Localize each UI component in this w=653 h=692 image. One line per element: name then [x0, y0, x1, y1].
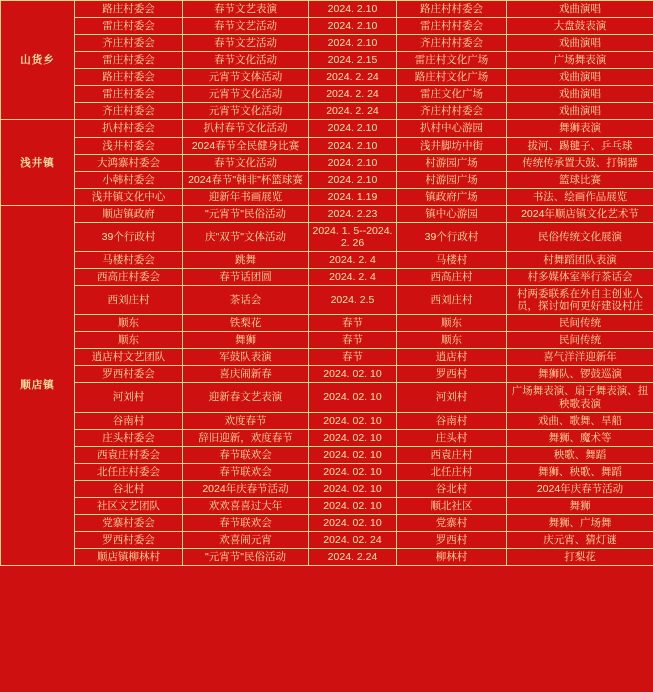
table-row [1, 366, 653, 383]
activity-content-cell: 广场舞表演、扇子舞表演、扭秧歌表演 [507, 383, 653, 412]
table-row [1, 532, 653, 549]
activity-name-cell: 春节文艺活动 [183, 35, 309, 52]
activity-place-cell: 西高庄村 [397, 269, 507, 286]
activity-place-cell: 顺东 [397, 332, 507, 349]
organizer-cell: 齐庄村委会 [75, 35, 183, 52]
activity-name-cell: 茶话会 [183, 286, 309, 315]
activity-content-cell: 大盘鼓表演 [507, 18, 653, 35]
activity-name-cell: 庆"双节"文体活动 [183, 222, 309, 251]
organizer-cell: 顺店镇柳林村 [75, 549, 183, 566]
activity-name-cell: 欢喜闹元宵 [183, 532, 309, 549]
activity-name-cell: 元宵节文化活动 [183, 103, 309, 120]
activity-place-cell: 谷南村 [397, 412, 507, 429]
activity-time-cell: 2024. 2. 24 [309, 86, 397, 103]
activity-content-cell: 戏曲演唱 [507, 103, 653, 120]
activity-content-cell: 村舞蹈团队表演 [507, 251, 653, 268]
activity-content-cell: 村两委联系在外自主创业人员，探讨如何更好建设村庄 [507, 286, 653, 315]
organizer-cell: 罗西村委会 [75, 366, 183, 383]
activity-place-cell: 罗西村 [397, 532, 507, 549]
activity-name-cell: 喜庆闹新春 [183, 366, 309, 383]
activity-content-cell: 舞狮、秧歌、舞蹈 [507, 463, 653, 480]
table-row [1, 120, 653, 137]
table-row [1, 103, 653, 120]
table-row [1, 446, 653, 463]
activity-place-cell: 西袁庄村 [397, 446, 507, 463]
table-row [1, 18, 653, 35]
activity-time-cell: 2024. 2.5 [309, 286, 397, 315]
activity-content-cell: 戏曲演唱 [507, 35, 653, 52]
activity-name-cell: 军鼓队表演 [183, 349, 309, 366]
organizer-cell: 逍店村文艺团队 [75, 349, 183, 366]
activity-name-cell: 欢欢喜喜过大年 [183, 497, 309, 514]
activity-time-cell: 2024. 02. 10 [309, 497, 397, 514]
table-row [1, 154, 653, 171]
activity-content-cell: 戏曲演唱 [507, 1, 653, 18]
activity-time-cell: 2024. 2. 4 [309, 269, 397, 286]
activity-name-cell: 春节文化活动 [183, 154, 309, 171]
activity-name-cell: 春节话团圆 [183, 269, 309, 286]
table-row [1, 480, 653, 497]
organizer-cell: 谷北村 [75, 480, 183, 497]
activity-place-cell: 庄头村 [397, 429, 507, 446]
activity-name-cell: 元宵节文体活动 [183, 69, 309, 86]
activity-name-cell: "元宵节"民俗活动 [183, 549, 309, 566]
activity-name-cell: 2024年庆春节活动 [183, 480, 309, 497]
organizer-cell: 西刘庄村 [75, 286, 183, 315]
activity-place-cell: 村游园广场 [397, 171, 507, 188]
organizer-cell: 西袁庄村委会 [75, 446, 183, 463]
activity-place-cell: 雷庄文化广场 [397, 86, 507, 103]
activity-name-cell: 春节联欢会 [183, 463, 309, 480]
activity-place-cell: 顺北社区 [397, 497, 507, 514]
table-row [1, 383, 653, 412]
table-row [1, 137, 653, 154]
activity-place-cell: 齐庄村村委会 [397, 35, 507, 52]
activity-name-cell: 2024春节"韩非"杯篮球赛 [183, 171, 309, 188]
table-row [1, 86, 653, 103]
activity-name-cell: 春节文艺活动 [183, 18, 309, 35]
activity-place-cell: 路庄村文化广场 [397, 69, 507, 86]
table-row [1, 549, 653, 566]
activity-time-cell: 2024. 02. 10 [309, 480, 397, 497]
activity-name-cell: 元宵节文化活动 [183, 86, 309, 103]
activity-time-cell: 2024. 2. 24 [309, 69, 397, 86]
activity-name-cell: 跳舞 [183, 251, 309, 268]
activity-time-cell: 2024. 02. 10 [309, 514, 397, 531]
table-row [1, 222, 653, 251]
table-row [1, 35, 653, 52]
activity-content-cell: 舞狮、魔术等 [507, 429, 653, 446]
table-row [1, 69, 653, 86]
activity-time-cell: 春节 [309, 349, 397, 366]
activity-time-cell: 春节 [309, 315, 397, 332]
activity-time-cell: 2024. 02. 10 [309, 412, 397, 429]
activity-time-cell: 2024. 2.15 [309, 52, 397, 69]
activity-content-cell: 2024年庆春节活动 [507, 480, 653, 497]
table-row [1, 251, 653, 268]
activity-place-cell: 齐庄村村委会 [397, 103, 507, 120]
activity-content-cell: 戏曲、歌舞、旱船 [507, 412, 653, 429]
organizer-cell: 大鸿寨村委会 [75, 154, 183, 171]
organizer-cell: 齐庄村委会 [75, 103, 183, 120]
table-row [1, 205, 653, 222]
activity-content-cell: 喜气洋洋迎新年 [507, 349, 653, 366]
activity-place-cell: 浅井脚坊中街 [397, 137, 507, 154]
organizer-cell: 罗西村委会 [75, 532, 183, 549]
activity-content-cell: 民间传统 [507, 315, 653, 332]
table-row [1, 1, 653, 18]
table-body [1, 1, 653, 566]
activity-name-cell: 欢度春节 [183, 412, 309, 429]
activity-name-cell: "元宵节"民俗活动 [183, 205, 309, 222]
activity-time-cell: 2024. 2. 24 [309, 103, 397, 120]
organizer-cell: 雷庄村委会 [75, 52, 183, 69]
activity-time-cell: 2024. 1. 5--2024. 2. 26 [309, 222, 397, 251]
organizer-cell: 西高庄村委会 [75, 269, 183, 286]
organizer-cell: 雷庄村委会 [75, 86, 183, 103]
activity-time-cell: 2024. 2.10 [309, 154, 397, 171]
table-row [1, 188, 653, 205]
table-row [1, 269, 653, 286]
organizer-cell: 庄头村委会 [75, 429, 183, 446]
activity-place-cell: 39个行政村 [397, 222, 507, 251]
organizer-cell: 顺东 [75, 332, 183, 349]
activity-time-cell: 2024. 02. 24 [309, 532, 397, 549]
activity-time-cell: 2024. 02. 10 [309, 366, 397, 383]
table-row [1, 52, 653, 69]
activity-content-cell: 戏曲演唱 [507, 69, 653, 86]
organizer-cell: 浅井村委会 [75, 137, 183, 154]
table-row [1, 315, 653, 332]
organizer-cell: 谷南村 [75, 412, 183, 429]
activity-name-cell: 春节文艺表演 [183, 1, 309, 18]
activity-place-cell: 雷庄村村委会 [397, 18, 507, 35]
activity-time-cell: 2024. 2.10 [309, 171, 397, 188]
table-row [1, 429, 653, 446]
organizer-cell: 雷庄村委会 [75, 18, 183, 35]
activity-content-cell: 舞狮、广场舞 [507, 514, 653, 531]
organizer-cell: 顺店镇政府 [75, 205, 183, 222]
activity-time-cell: 2024. 02. 10 [309, 463, 397, 480]
activity-time-cell: 2024. 1.19 [309, 188, 397, 205]
activity-name-cell: 舞狮 [183, 332, 309, 349]
activity-content-cell: 戏曲演唱 [507, 86, 653, 103]
activity-name-cell: 扒村春节文化活动 [183, 120, 309, 137]
activity-place-cell: 马楼村 [397, 251, 507, 268]
activity-time-cell: 2024. 2.10 [309, 35, 397, 52]
activity-name-cell: 迎新年书画展览 [183, 188, 309, 205]
organizer-cell: 社区文艺团队 [75, 497, 183, 514]
activity-content-cell: 舞狮表演 [507, 120, 653, 137]
organizer-cell: 扒村村委会 [75, 120, 183, 137]
table-row [1, 349, 653, 366]
region-cell: 顺店镇 [1, 205, 75, 565]
activity-place-cell: 罗西村 [397, 366, 507, 383]
activity-name-cell: 铁梨花 [183, 315, 309, 332]
activity-content-cell: 民俗传统文化展演 [507, 222, 653, 251]
activity-name-cell: 春节联欢会 [183, 446, 309, 463]
activity-time-cell: 2024. 2.23 [309, 205, 397, 222]
activity-place-cell: 西刘庄村 [397, 286, 507, 315]
activity-time-cell: 2024. 02. 10 [309, 429, 397, 446]
activity-place-cell: 路庄村村委会 [397, 1, 507, 18]
activity-content-cell: 传统传承置大鼓、打铜器 [507, 154, 653, 171]
activity-place-cell: 柳林村 [397, 549, 507, 566]
activity-time-cell: 2024. 2.10 [309, 120, 397, 137]
activity-place-cell: 雷庄村文化广场 [397, 52, 507, 69]
organizer-cell: 党寨村委会 [75, 514, 183, 531]
activity-content-cell: 书法、绘画作品展览 [507, 188, 653, 205]
activity-content-cell: 篮球比赛 [507, 171, 653, 188]
activity-time-cell: 2024. 2. 4 [309, 251, 397, 268]
activity-time-cell: 2024. 2.10 [309, 18, 397, 35]
organizer-cell: 39个行政村 [75, 222, 183, 251]
activity-content-cell: 2024年顺店镇文化艺术节 [507, 205, 653, 222]
organizer-cell: 路庄村委会 [75, 1, 183, 18]
activity-time-cell: 2024. 02. 10 [309, 446, 397, 463]
activity-place-cell: 逍店村 [397, 349, 507, 366]
activity-name-cell: 辞旧迎新，欢度春节 [183, 429, 309, 446]
organizer-cell: 河刘村 [75, 383, 183, 412]
table-row [1, 497, 653, 514]
activity-content-cell: 舞狮队、锣鼓巡演 [507, 366, 653, 383]
activity-place-cell: 顺东 [397, 315, 507, 332]
activity-place-cell: 河刘村 [397, 383, 507, 412]
activity-place-cell: 镇政府广场 [397, 188, 507, 205]
table-row [1, 463, 653, 480]
activity-place-cell: 北任庄村 [397, 463, 507, 480]
activity-content-cell: 秧歌、舞蹈 [507, 446, 653, 463]
activity-place-cell: 镇中心游园 [397, 205, 507, 222]
table-row [1, 171, 653, 188]
activity-content-cell: 舞狮 [507, 497, 653, 514]
activity-time-cell: 2024. 2.10 [309, 137, 397, 154]
organizer-cell: 浅井镇文化中心 [75, 188, 183, 205]
region-cell: 山货乡 [1, 1, 75, 120]
activity-content-cell: 广场舞表演 [507, 52, 653, 69]
activity-time-cell: 2024. 2.10 [309, 1, 397, 18]
activity-content-cell: 拔河、踢毽子、乒乓球 [507, 137, 653, 154]
activity-name-cell: 2024春节全民健身比赛 [183, 137, 309, 154]
activity-time-cell: 2024. 02. 10 [309, 383, 397, 412]
activity-name-cell: 春节文化活动 [183, 52, 309, 69]
activity-name-cell: 春节联欢会 [183, 514, 309, 531]
activity-content-cell: 庆元宵、猜灯谜 [507, 532, 653, 549]
activity-place-cell: 村游园广场 [397, 154, 507, 171]
table-row [1, 332, 653, 349]
activity-name-cell: 迎新春文艺表演 [183, 383, 309, 412]
activity-time-cell: 春节 [309, 332, 397, 349]
table-row [1, 412, 653, 429]
activity-place-cell: 党寨村 [397, 514, 507, 531]
activity-content-cell: 村多媒体室举行茶话会 [507, 269, 653, 286]
organizer-cell: 北任庄村委会 [75, 463, 183, 480]
activity-place-cell: 谷北村 [397, 480, 507, 497]
organizer-cell: 马楼村委会 [75, 251, 183, 268]
activity-content-cell: 打梨花 [507, 549, 653, 566]
organizer-cell: 小韩村委会 [75, 171, 183, 188]
table-row [1, 514, 653, 531]
activity-content-cell: 民间传统 [507, 332, 653, 349]
organizer-cell: 顺东 [75, 315, 183, 332]
activity-place-cell: 扒村中心游园 [397, 120, 507, 137]
table-row [1, 286, 653, 315]
organizer-cell: 路庄村委会 [75, 69, 183, 86]
region-cell: 浅井镇 [1, 120, 75, 205]
activity-time-cell: 2024. 2.24 [309, 549, 397, 566]
